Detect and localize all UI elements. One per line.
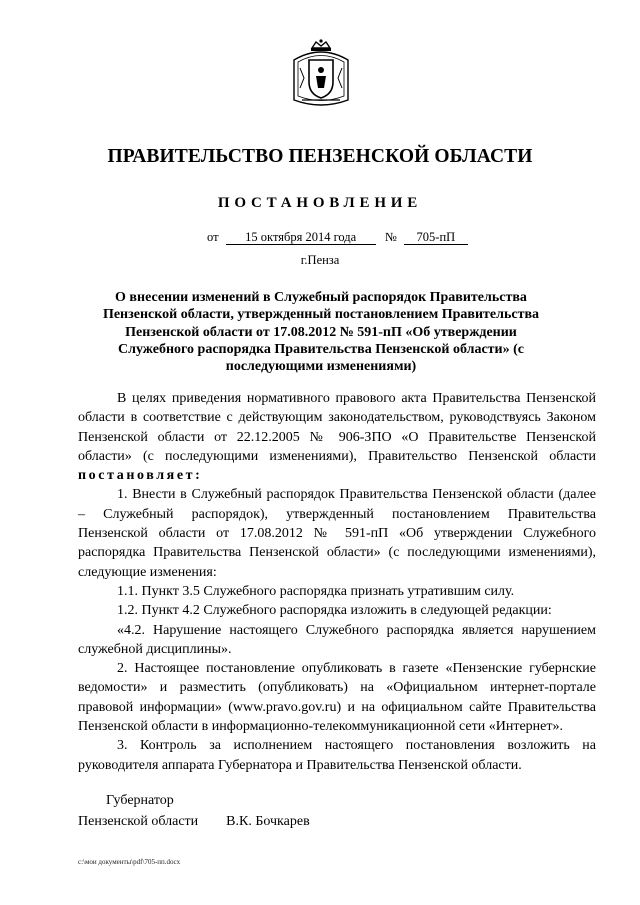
item-1-2: 1.2. Пункт 4.2 Служебного распорядка изложить в следующей редакции: xyxy=(117,603,552,619)
item-3: 3. Контроль за исполнением настоящего постановления возложить на руководителя аппарата Губернатора и Правительства Пензенской области. xyxy=(78,738,596,773)
document-number: 705-пП xyxy=(404,230,468,245)
item-2: 2. Настоящее постановление опубликовать в газете «Пензенские губернские ведомости» и разместить (опубликовать) на «Официальном интернет-портале правовой информации» (www.pravo.gov.ru) и на официальном сайте Правительства Пензенской области в информационно-телекоммуникационной сети «Интернет». xyxy=(78,661,596,735)
number-prefix: № xyxy=(384,230,397,244)
signature-position-line1: Губернатор xyxy=(106,793,174,808)
item-1: 1. Внести в Служебный распорядок Правительства Пензенской области (далее – Служебный распорядок), утвержденный постановлением Правительства Пензенской области от 17.08.2012 № 591-пП «Об утверждении Служебного распорядка Правительства Пензенской области» (с последующими изменениями), следующие изменения: xyxy=(78,487,596,580)
document-date: 15 октября 2014 года xyxy=(226,230,376,245)
intro-paragraph xyxy=(78,389,596,485)
resolves-word: постановляет: xyxy=(78,468,203,484)
coat-of-arms-icon xyxy=(290,38,352,110)
document-body xyxy=(78,389,596,775)
document-title: О внесении изменений в Служебный распорядок Правительства Пензенской области, утвержденный постановлением Правительства Пензенской области от 17.08.2012 № 591-пП «Об утверждении Служебного распорядка Правительства Пензенской области» (с последующими изменениями) xyxy=(102,290,540,375)
signature-position-line2: Пензенской области xyxy=(78,814,199,829)
signature-block xyxy=(78,790,310,832)
organization-name: ПРАВИТЕЛЬСТВО ПЕНЗЕНСКОЙ ОБЛАСТИ xyxy=(107,146,533,167)
footer-file-path: c:\мои документы\pdf\705-пп.docx xyxy=(78,858,181,866)
intro-text: В целях приведения нормативного правового акта Правительства Пензенской области в соответствие с действующим законодательством, руководствуясь Законом Пензенской области от 22.12.2005 № 906-ЗПО «О Правительстве Пензенской области» (с последующими изменениями), Правительство Пензенской области xyxy=(78,391,596,464)
signature-line2 xyxy=(78,811,310,832)
signatory-name: В.К. Бочкарев xyxy=(226,814,310,829)
item-1-1: 1.1. Пункт 3.5 Служебного распорядка признать утратившим силу. xyxy=(117,583,515,599)
item-1-2-text: «4.2. Нарушение настоящего Служебного распорядка является нарушением служебной дисциплины». xyxy=(78,622,596,657)
document-type: ПОСТАНОВЛЕНИЕ xyxy=(217,195,423,211)
date-prefix: от xyxy=(207,230,219,244)
date-number-line xyxy=(207,230,468,245)
city: г.Пенза xyxy=(300,253,340,267)
